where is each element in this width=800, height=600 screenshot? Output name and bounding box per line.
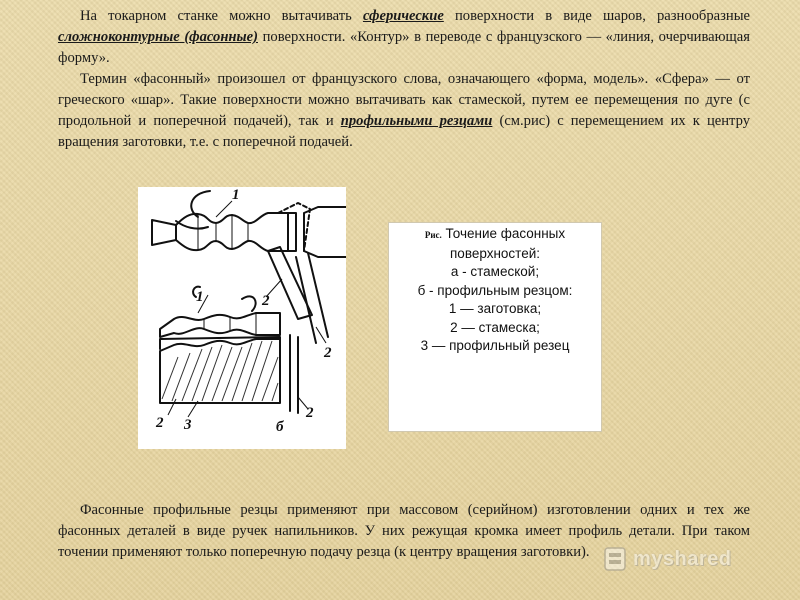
arrow-top-2 bbox=[176, 221, 208, 229]
term-profile-cutters: профильными резцами bbox=[340, 113, 493, 129]
text-run: Фасонные профильные резцы применяют при массовом (серийном) изготовлении одних и тех же фасонных деталей в виде ручек напильников. У них режущая кромка имеет профиль детали. При таком точении применяют только поперечную подачу резца (к центру вращения заготовки). bbox=[58, 502, 750, 560]
figure-label-2-lower: 2 bbox=[156, 415, 164, 431]
figure-caption bbox=[389, 225, 601, 356]
chisel-lower bbox=[290, 335, 298, 413]
arrow-top bbox=[191, 191, 210, 217]
arrow-mid bbox=[242, 296, 256, 311]
text-run: На токарном станке можно вытачивать bbox=[80, 8, 363, 24]
text-run: (см.рис) с перемещением их к центру вращения заготовки, т.е. с поперечной подачей. bbox=[58, 113, 751, 150]
workpiece-upper-dashed bbox=[278, 203, 310, 251]
watermark-text: myshared bbox=[633, 548, 732, 570]
workpiece-upper-end bbox=[288, 213, 296, 251]
figure-label-3: 3 bbox=[184, 417, 192, 433]
caption-line: 3 — профильный резец bbox=[420, 338, 570, 353]
figure-label-2-upper-right: 2 bbox=[324, 345, 332, 361]
caption-line: 2 — стамеска; bbox=[450, 319, 540, 335]
figure-caption-box bbox=[388, 222, 602, 432]
profile-cutter-hatching bbox=[162, 341, 278, 401]
caption-label: Рис. bbox=[424, 230, 442, 240]
figure-label-2-lower-right: 2 bbox=[306, 405, 314, 421]
turning-diagram bbox=[138, 187, 346, 449]
workpiece-upper bbox=[152, 213, 288, 251]
term-shaped-surfaces: сложноконтурные (фасонные) bbox=[58, 29, 258, 45]
chisel-upper bbox=[268, 247, 312, 319]
text-run: поверхности. «Контур» в переводе с французского — «линия, очерчивающая форму». bbox=[58, 29, 750, 66]
printing-press-icon bbox=[603, 546, 627, 572]
workpiece-lower bbox=[160, 313, 280, 337]
caption-line: б - профильным резцом: bbox=[417, 282, 573, 298]
term-spherical: сферические bbox=[362, 8, 444, 24]
caption-line: а - стамеской; bbox=[450, 264, 540, 279]
figure-label-1-top: 1 bbox=[232, 187, 240, 203]
caption-line: 1 — заготовка; bbox=[448, 301, 542, 316]
caption-title-line bbox=[389, 225, 601, 245]
intro-paragraph bbox=[58, 6, 750, 69]
caption-title: Точение фасонных bbox=[445, 226, 566, 241]
turning-diagram-svg bbox=[138, 187, 346, 449]
chisel-upper-blade bbox=[296, 253, 328, 343]
chuck-upper bbox=[304, 207, 346, 257]
text-run: поверхности в виде шаров, разнообразные bbox=[443, 8, 750, 24]
term-origin-paragraph bbox=[58, 69, 750, 153]
caption-line: поверхностей: bbox=[450, 245, 540, 261]
figure-label-1-mid: 1 bbox=[196, 289, 204, 305]
figure-label-2-upper: 2 bbox=[262, 293, 270, 309]
watermark-logo[interactable] bbox=[603, 543, 766, 575]
figure-label-variant-b: б bbox=[276, 419, 284, 435]
text-run: Термин «фасонный» произошел от французского слова, означающего «форма, модель». «Сфера» — от греческого «шар». Такие поверхности можно вытачивать как стамеской, путем ее перемещения по дуге (с продольной и поперечной подачей), так и bbox=[58, 71, 750, 129]
